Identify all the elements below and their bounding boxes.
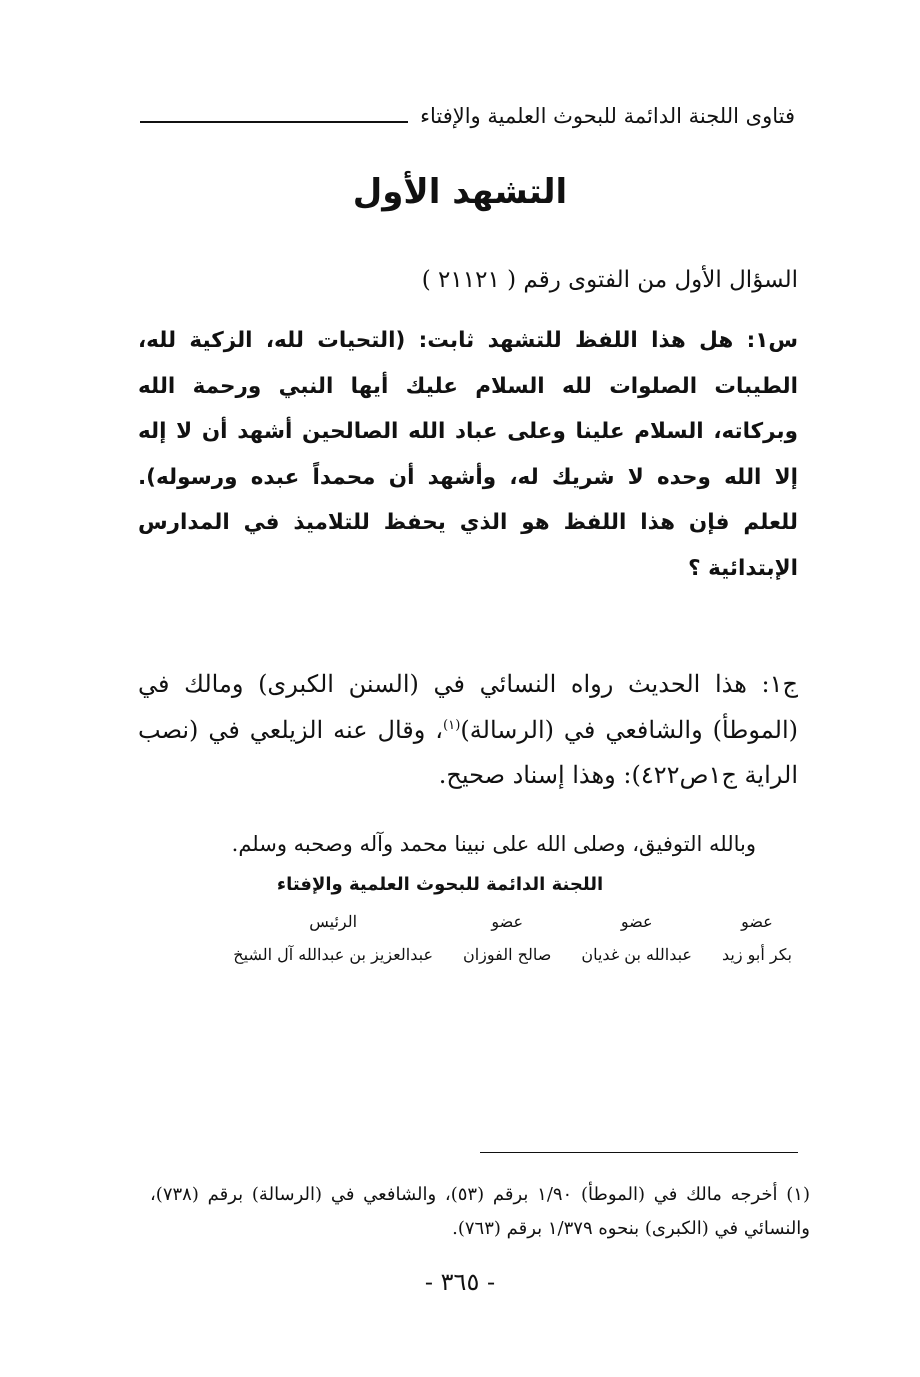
footnote-rule [480,1152,798,1153]
running-header-title: فتاوى اللجنة الدائمة للبحوث العلمية والإفتاء [420,104,795,128]
page-number: - ٣٦٥ - [424,1268,496,1296]
signatory [463,912,551,964]
footnote: (١) أخرجه مالك في (الموطأ) ١/٩٠ برقم (٥٣)، والشافعي في (الرسالة) برقم (٧٣٨)، والنسائي في (الكبرى) بنحوه ١/٣٧٩ برقم (٧٦٣). [150,1184,810,1239]
question-text: س١: هل هذا اللفظ للتشهد ثابت: (التحيات لله، الزكية لله، الطيبات الصلوات لله السلام عليك أيها النبي ورحمة الله وبركاته، السلام علينا وعلى عباد الله الصالحين أشهد أن لا إله إلا الله وحده لا شريك له، وأشهد أن محمداً عبده ورسوله). للعلم فإن هذا اللفظ هو الذي يحفظ للتلاميذ في المدارس الإبتدائية ؟ [138,328,798,581]
signatory-name: صالح الفوزان [462,945,552,964]
signatory-name: بكر أبو زيد [721,945,792,964]
section-title: التشهد الأول [352,172,568,212]
signatories [233,912,792,964]
committee-name: اللجنة الدائمة للبحوث العلمية والإفتاء [276,874,604,895]
signatory-role: عضو [741,912,773,931]
answer-part-2: ، وقال عنه الزيلعي في (نصب الراية ج١ص٤٢٢): وهذا إسناد صحيح. [138,715,798,789]
signatory-role: عضو [491,912,524,931]
answer-text [138,662,798,799]
closing-text: وبالله التوفيق، وصلى الله على نبينا محمد وآله وصحبه وسلم. [231,832,756,856]
signatory-name: عبدالله بن غديان [581,945,692,964]
footnote-marker: (١) [443,717,461,733]
signatory [581,912,692,964]
running-header [140,96,795,136]
header-rule [140,121,408,123]
signatory-role: الرئيس [309,912,358,931]
signatory [722,912,792,964]
question-reference: السؤال الأول من الفتوى رقم ( ٢١١٢١ ) [421,267,798,293]
signatory-role: عضو [620,912,653,931]
answer-part-1: ج١: هذا الحديث رواه النسائي في (السنن الكبرى) ومالك في (الموطأ) والشافعي في (الرسالة) [138,670,799,744]
signatory-name: عبدالعزيز بن عبدالله آل الشيخ [233,945,433,964]
signatory [233,912,433,964]
